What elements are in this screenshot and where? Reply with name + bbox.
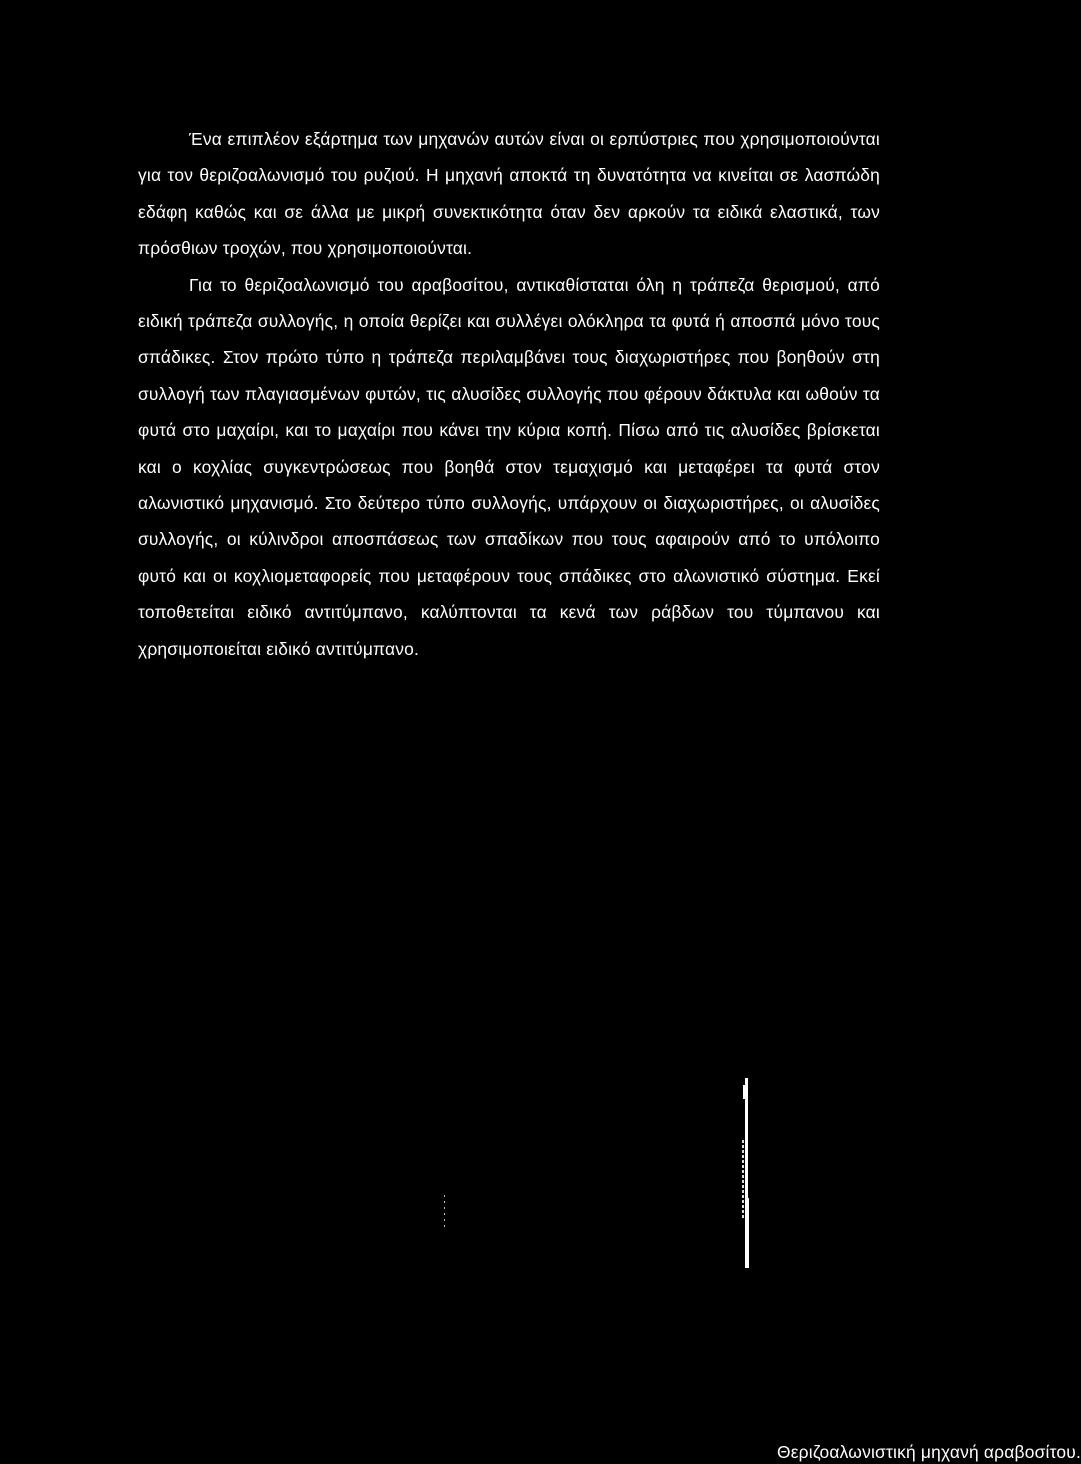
body-text <box>138 121 880 667</box>
figure-image-fragment <box>745 1078 748 1198</box>
figure-image-fragment <box>743 1085 745 1099</box>
paragraph-corn-harvesting: Για το θεριζοαλωνισμό του αραβοσίτου, αντικαθίσταται όλη η τράπεζα θερισμού, από ειδική τράπεζα συλλογής, η οποία θερίζει και συλλέγει ολόκληρα τα φυτά ή αποσπά μόνο τους σπάδικες. Στον πρώτο τύπο η τράπεζα περιλαμβάνει τους διαχωριστήρες που βοηθούν στη συλλογή των πλαγιασμένων φυτών, τις αλυσίδες συλλογής που φέρουν δάκτυλα και ωθούν τα φυτά στο μαχαίρι, και το μαχαίρι που κάνει την κύρια κοπή. Πίσω από τις αλυσίδες βρίσκεται και ο κοχλίας συγκεντρώσεως που βοηθά στον τεμαχισμό και μεταφέρει τα φυτά στον αλωνιστικό μηχανισμό. Στο δεύτερο τύπο συλλογής, υπάρχουν οι διαχωριστήρες, οι αλυσίδες συλλογής, οι κύλινδροι αποσπάσεως των σπαδίκων που τους αφαιρούν από το υπόλοιπο φυτό και οι κοχλιομεταφορείς που μεταφέρουν τους σπάδικες στο αλωνιστικό σύστημα. Εκεί τοποθετείται ειδικό αντιτύμπανο, καλύπτονται τα κενά των ράβδων του τύμπανου και χρησιμοποιείται ειδικό αντιτύμπανο. <box>138 274 880 659</box>
figure-caption: Θεριζοαλωνιστική μηχανή αραβοσίτου. <box>777 1442 1081 1462</box>
figure-image-fragment <box>742 1140 744 1220</box>
figure-image-fragment <box>444 1195 445 1231</box>
paragraph-tracks: Ένα επιπλέον εξάρτημα των μηχανών αυτών είναι οι ερπύστριες που χρησιμοποιούνται για τον θεριζοαλωνισμό του ρυζιού. Η μηχανή αποκτά τη δυνατότητα να κινείται σε λασπώδη εδάφη καθώς και σε άλλα με μικρή συνεκτικότητα όταν δεν αρκούν τα ειδικά ελαστικά, των πρόσθιων τροχών, που χρησιμοποιούνται. <box>138 129 880 259</box>
figure-image-fragment <box>745 1198 749 1268</box>
figure-corn-harvester <box>420 850 1081 1462</box>
